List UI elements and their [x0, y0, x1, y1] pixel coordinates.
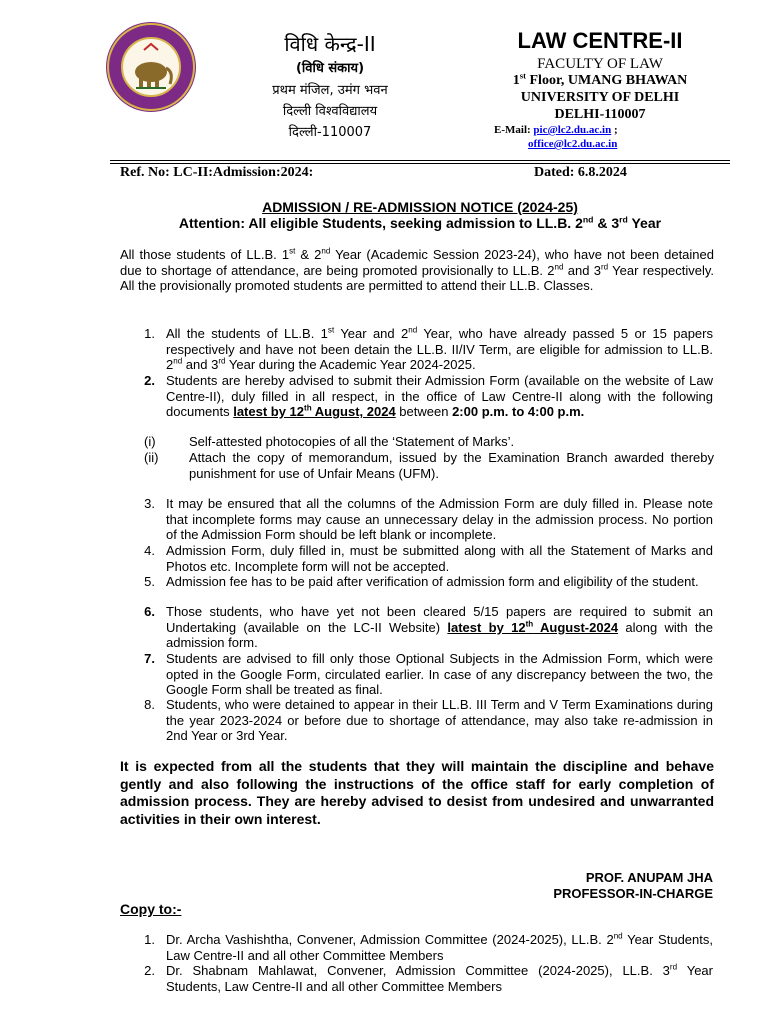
item-5-number: 5.	[144, 574, 155, 589]
item-2-text: Students are hereby advised to submit their Admission Form (available on the website of Law Centre-II), duly filled in all respect, in the office of Law Centre-II along with the following documents latest by 12th August, 2024 between 2:00 p.m. to 4:00 p.m.	[166, 373, 713, 420]
header-divider-top	[110, 160, 730, 161]
item-7-text: Students are advised to fill only those Optional Subjects in the Admission Form, which were opted in the Google Form, circulated earlier. In case of any discrepancy between the two, the Google Form shall be treated as final.	[166, 651, 713, 698]
copy-to-label: Copy to:-	[120, 901, 182, 917]
item-6-text: Those students, who have yet not been cleared 5/15 papers are required to submit an Undertaking (available on the LC-II Website) latest by 12th August-2024 along with the admission form.	[166, 604, 713, 651]
item-4-text: Admission Form, duly filled in, must be submitted along with all the Statement of Marks and Photos etc. Incomplete form will not be accepted.	[166, 543, 713, 574]
hindi-subtitle: (विधि संकाय)	[295, 61, 365, 76]
email-link-pic[interactable]: pic@lc2.du.ac.in	[533, 124, 612, 136]
reference-number: Ref. No: LC-II:Admission:2024:	[120, 165, 314, 180]
notice-date: Dated: 6.8.2024	[534, 165, 627, 180]
email-link-office[interactable]: office@lc2.du.ac.in	[528, 138, 618, 150]
copy-item-1-number: 1.	[144, 932, 155, 947]
floor-address: 1st Floor, UMANG BHAWAN	[512, 70, 688, 88]
item-1-number: 1.	[144, 326, 155, 341]
item-3-number: 3.	[144, 496, 155, 511]
signatory-designation: PROFESSOR-IN-CHARGE	[553, 886, 713, 901]
sub-item-ii-text: Attach the copy of memorandum, issued by the Examination Branch awarded thereby punishment for use of Unfair Means (UFM).	[189, 450, 714, 481]
email-line-2	[528, 138, 617, 150]
notice-title: ADMISSION / RE-ADMISSION NOTICE (2024-25)	[262, 199, 578, 215]
item-8-text: Students, who were detained to appear in their LL.B. III Term and V Term Examinations during the year 2023-2024 or before due to shortage of attendance, may also take re-admission in 2nd Year or 3rd Year.	[166, 697, 713, 744]
centre-title: LAW CENTRE-II	[517, 28, 683, 53]
item-8-number: 8.	[144, 697, 155, 712]
hindi-city: दिल्ली-110007	[288, 125, 372, 140]
faculty-name: FACULTY OF LAW	[537, 56, 663, 72]
city-pin: DELHI-110007	[554, 107, 646, 122]
copy-item-2-text: Dr. Shabnam Mahlawat, Convener, Admission Committee (2024-2025), LL.B. 3rd Year Students, Law Centre-II and all other Committee Members	[166, 962, 713, 994]
item-2-number: 2.	[144, 373, 155, 388]
signatory-name: PROF. ANUPAM JHA	[585, 870, 713, 885]
item-1-text: All the students of LL.B. 1st Year and 2nd Year, who have already passed 5 or 15 papers respectively and have not been detain the LL.B. II/IV Term, are eligible for admission to LL.B. 2nd and 3rd Year during the Academic Year 2024-2025.	[166, 325, 713, 373]
hindi-title: विधि केन्द्र-II	[284, 32, 376, 56]
hindi-university: दिल्ली विश्वविद्यालय	[282, 104, 378, 119]
hindi-floor: प्रथम मंजिल, उमंग भवन	[272, 83, 388, 98]
sub-item-ii-number: (ii)	[144, 450, 159, 465]
email-line: E-Mail: pic@lc2.du.ac.in ;	[494, 124, 618, 136]
intro-paragraph: All those students of LL.B. 1st & 2nd Year (Academic Session 2023-24), who have not been detained due to shortage of attendance, are being promoted provisionally to LL.B. 2nd and 3rd Year respectively. All the provisionally promoted students are permitted to attend their LL.B. Classes.	[120, 246, 714, 294]
item-6-number: 6.	[144, 604, 155, 619]
item-4-number: 4.	[144, 543, 155, 558]
item-5-text: Admission fee has to be paid after verification of admission form and eligibility of the student.	[166, 574, 699, 589]
copy-item-1-text: Dr. Archa Vashishtha, Convener, Admission Committee (2024-2025), LL.B. 2nd Year Students, Law Centre-II and all other Committee Members	[166, 931, 713, 963]
closing-paragraph: It is expected from all the students that they will maintain the discipline and behave gently and also following the instructions of the office staff for early completion of admission process. They are hereby advised to desist from undesired and unwarranted activities in their own interest.	[120, 758, 714, 827]
item-3-text: It may be ensured that all the columns of the Admission Form are duly filled in. Please note that incomplete forms may cause an unnecessary delay in the admission process. No portion of the Admission Form should be left blank or incomplete.	[166, 496, 713, 543]
sub-item-i-number: (i)	[144, 434, 156, 449]
header-divider-bottom	[110, 163, 730, 164]
university-seal-logo	[106, 22, 196, 112]
notice-attention: Attention: All eligible Students, seeking admission to LL.B. 2nd & 3rd Year	[178, 214, 662, 231]
item-7-number: 7.	[144, 651, 155, 666]
copy-item-2-number: 2.	[144, 963, 155, 978]
university-name: UNIVERSITY OF DELHI	[520, 90, 680, 105]
sub-item-i-text: Self-attested photocopies of all the ‘Statement of Marks’.	[189, 434, 515, 449]
